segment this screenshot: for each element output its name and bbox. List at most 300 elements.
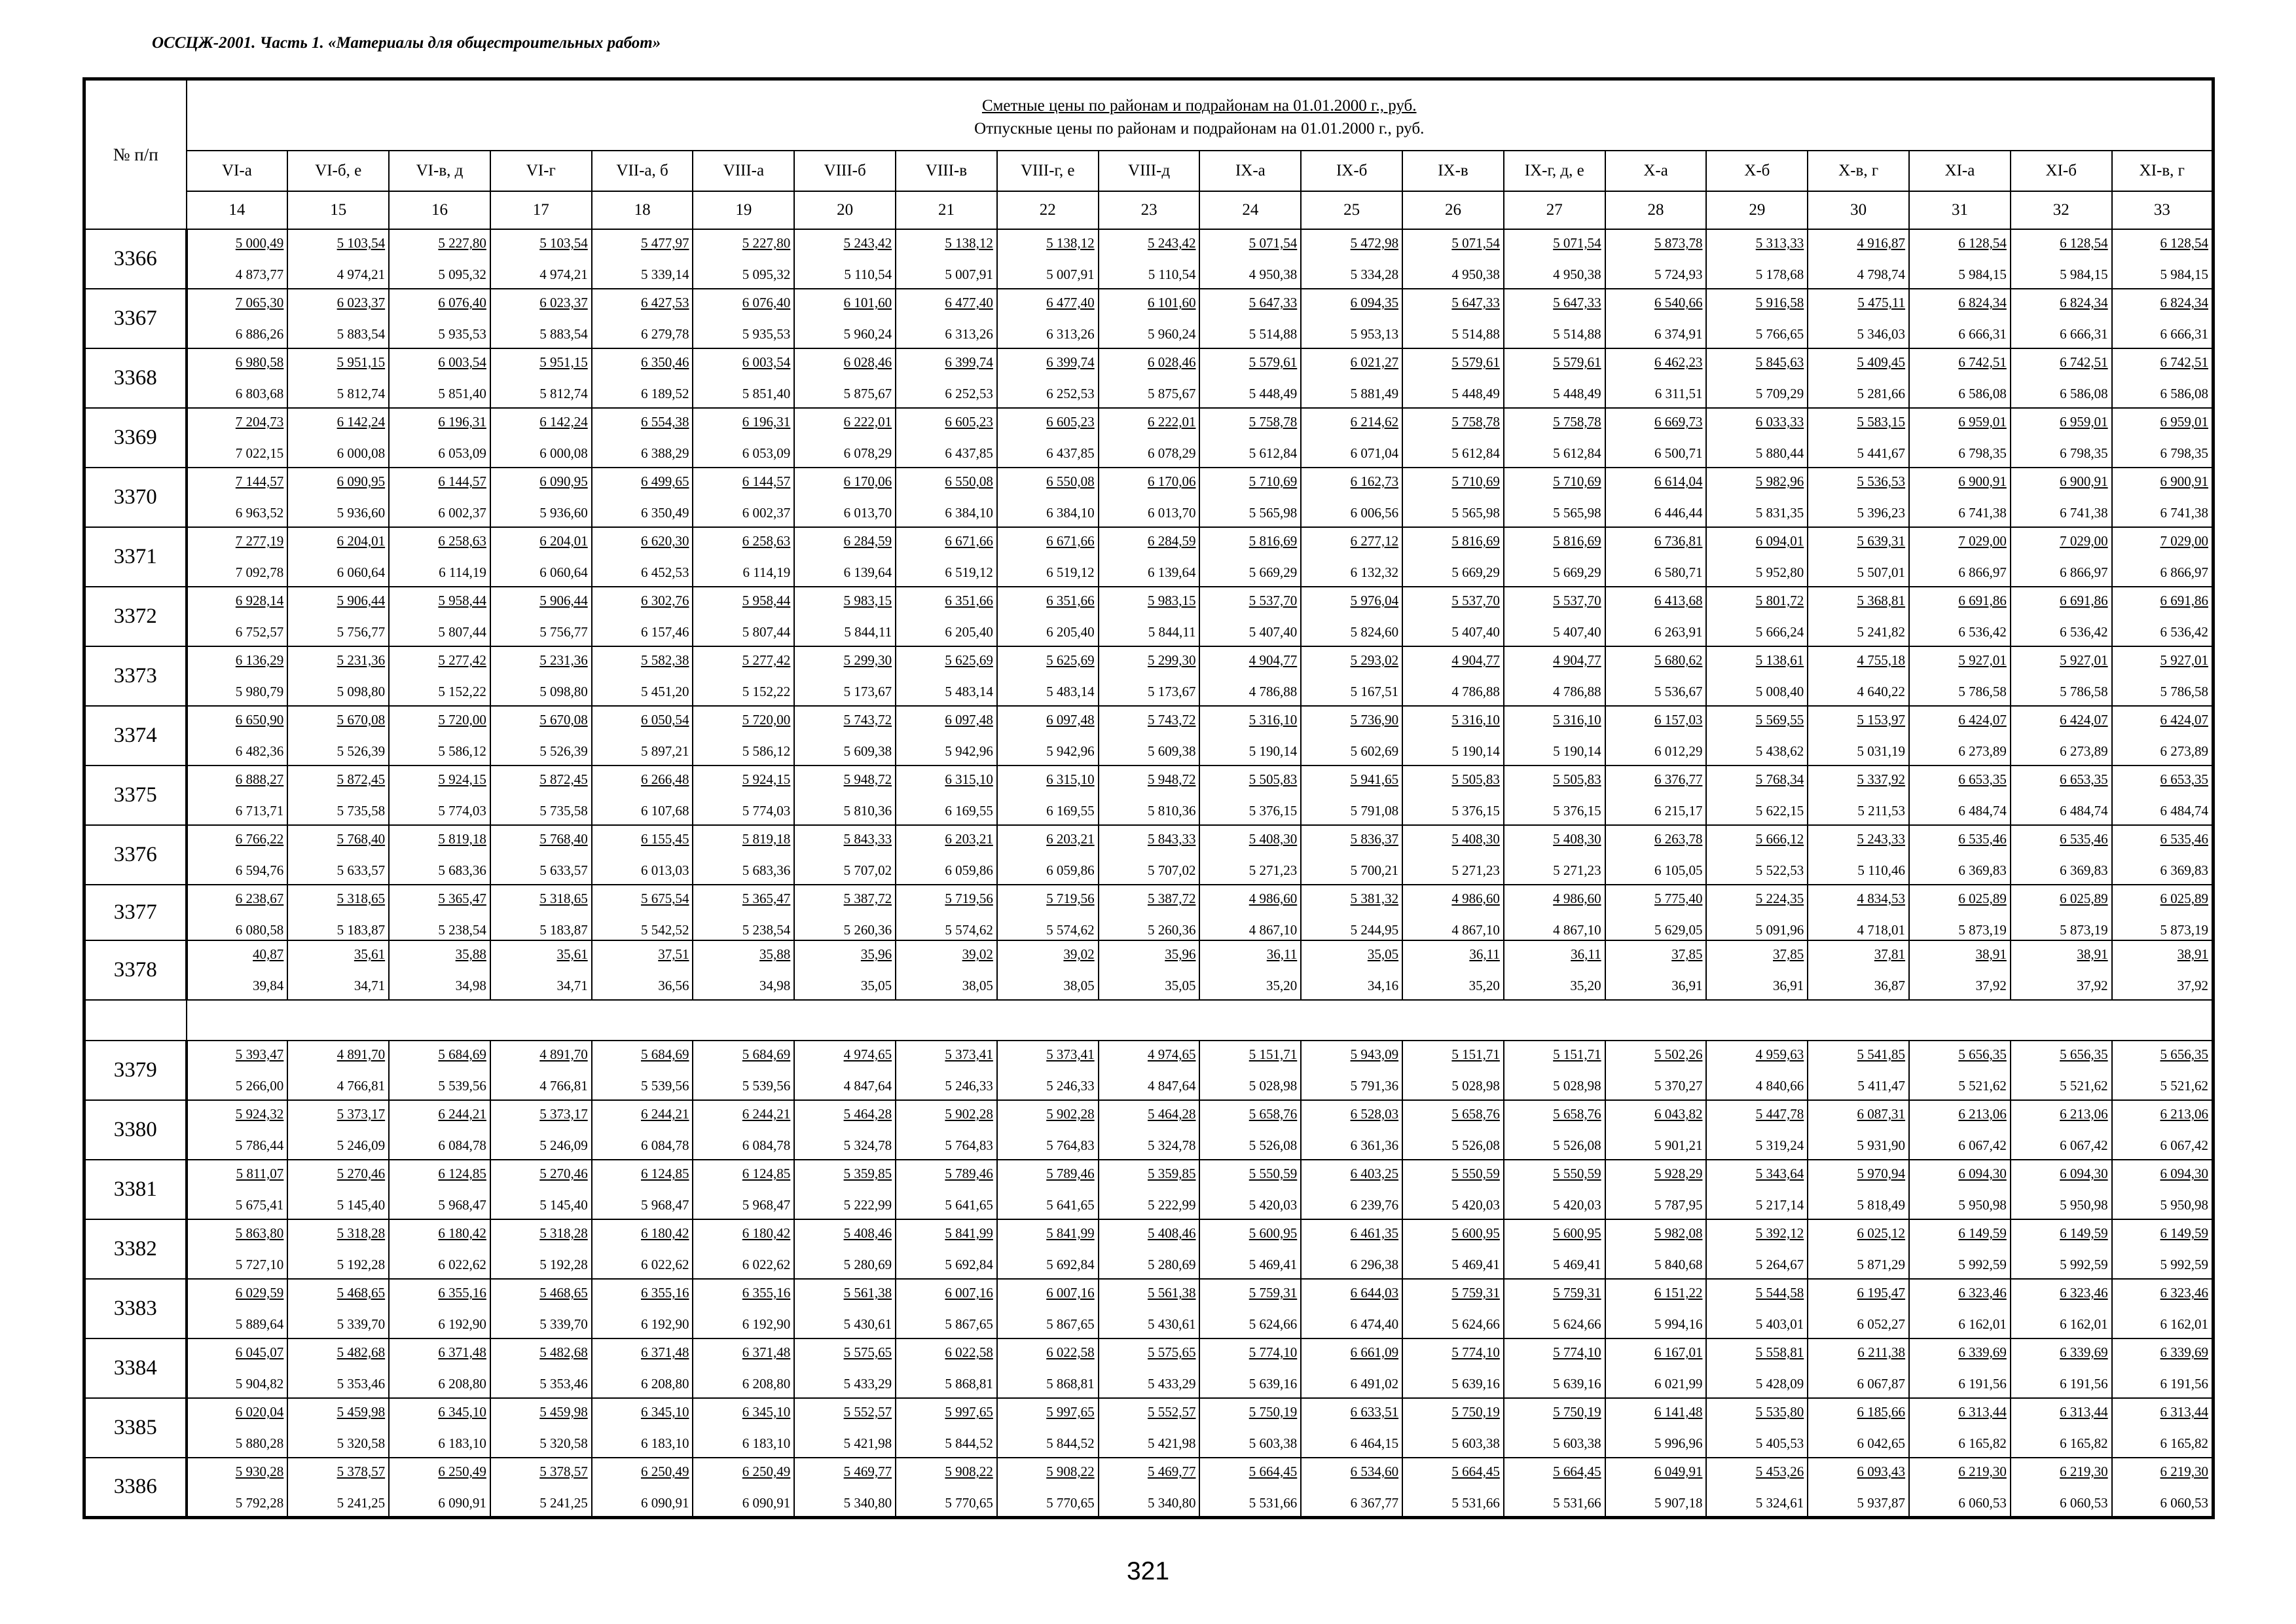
release-price: 6 215,17 (1654, 803, 1703, 819)
table-row (84, 1458, 2214, 1517)
price-cell (1504, 1160, 1605, 1219)
estimated-price: 6 162,73 (1350, 473, 1399, 489)
release-price: 5 280,69 (1147, 1257, 1196, 1272)
price-cell (2011, 468, 2112, 527)
release-price: 6 252,53 (945, 386, 993, 401)
price-cell (693, 940, 794, 1000)
price-cell (287, 646, 389, 706)
price-cell (389, 706, 490, 766)
release-price: 5 897,21 (640, 743, 689, 759)
price-cell (1808, 1100, 1909, 1160)
release-price: 6 752,57 (235, 624, 284, 640)
table-row (84, 1279, 2214, 1338)
price-cell (1504, 229, 1605, 289)
estimated-price: 5 318,65 (337, 891, 386, 906)
estimated-price: 6 007,16 (945, 1285, 993, 1301)
release-price: 6 866,97 (1958, 564, 2007, 580)
column-number: 22 (997, 191, 1099, 229)
estimated-price: 5 505,83 (1451, 771, 1500, 787)
price-cell (2011, 1160, 2112, 1219)
release-price: 6 279,78 (640, 326, 689, 342)
price-cell (490, 289, 592, 348)
release-price: 5 281,66 (1857, 386, 1906, 401)
price-cell (2112, 1458, 2214, 1517)
price-cell (1402, 1041, 1504, 1100)
price-cell (592, 1100, 693, 1160)
price-cell (389, 229, 490, 289)
estimated-price: 6 766,22 (235, 831, 284, 847)
estimated-price: 6 003,54 (438, 354, 486, 370)
estimated-price: 5 600,95 (1451, 1225, 1500, 1241)
release-price: 6 484,74 (1958, 803, 2007, 819)
release-price: 5 441,67 (1857, 445, 1906, 461)
release-price: 6 666,31 (1958, 326, 2007, 342)
release-price: 5 238,54 (438, 922, 486, 938)
release-price: 5 396,23 (1857, 505, 1906, 521)
estimated-price: 5 902,28 (945, 1106, 993, 1122)
release-price: 6 594,76 (235, 862, 284, 878)
price-cell (187, 885, 288, 940)
estimated-price: 6 691,86 (1958, 593, 2007, 608)
estimated-price: 6 427,53 (640, 295, 689, 310)
estimated-price: 5 409,45 (1857, 354, 1906, 370)
estimated-price: 6 671,66 (1046, 533, 1095, 549)
release-price: 5 526,08 (1553, 1137, 1601, 1153)
price-cell (794, 348, 896, 408)
release-price: 5 791,36 (1350, 1078, 1399, 1094)
release-price: 4 867,10 (1451, 922, 1500, 938)
price-cell (1099, 1398, 1200, 1458)
release-price: 6 060,53 (1958, 1495, 2007, 1511)
release-price: 5 831,35 (1755, 505, 1804, 521)
release-price: 5 770,65 (945, 1495, 993, 1511)
release-price: 6 169,55 (1046, 803, 1095, 819)
price-cell (592, 408, 693, 468)
price-cell (187, 468, 288, 527)
release-price: 7 022,15 (235, 445, 284, 461)
release-price: 5 844,52 (945, 1435, 993, 1451)
estimated-price: 5 071,54 (1248, 235, 1298, 251)
estimated-price: 6 284,59 (843, 533, 892, 549)
release-price: 5 639,16 (1553, 1376, 1601, 1392)
price-cell (490, 766, 592, 825)
price-cell (1199, 1100, 1301, 1160)
price-cell (1808, 408, 1909, 468)
estimated-price: 5 569,55 (1755, 712, 1804, 728)
estimated-price: 6 671,66 (945, 533, 993, 549)
row-number: 3384 (84, 1338, 187, 1398)
table-row (84, 1398, 2214, 1458)
row-number: 3377 (84, 885, 187, 940)
price-cell (896, 766, 997, 825)
price-cell (1402, 468, 1504, 527)
price-cell (187, 1041, 288, 1100)
release-price: 5 334,28 (1350, 267, 1399, 282)
price-cell (1504, 940, 1605, 1000)
price-cell (1706, 1398, 1808, 1458)
price-cell (1706, 1338, 1808, 1398)
release-price: 5 411,47 (1857, 1078, 1906, 1094)
column-number: 29 (1706, 191, 1808, 229)
section-gap-row (84, 1000, 2214, 1041)
price-cell (1909, 1458, 2011, 1517)
price-cell (2011, 766, 2112, 825)
estimated-price: 5 710,69 (1248, 473, 1298, 489)
price-cell (592, 468, 693, 527)
estimated-price: 6 653,35 (1958, 771, 2007, 787)
price-cell (1706, 646, 1808, 706)
estimated-price: 5 768,34 (1755, 771, 1804, 787)
price-cell (287, 825, 389, 885)
release-price: 5 531,66 (1451, 1495, 1500, 1511)
estimated-price: 6 605,23 (945, 414, 993, 430)
price-cell (389, 1338, 490, 1398)
price-cell (1301, 885, 1402, 940)
release-price: 5 448,49 (1553, 386, 1601, 401)
release-price: 6 192,90 (742, 1316, 791, 1332)
estimated-price: 6 149,59 (1958, 1225, 2007, 1241)
release-price: 5 792,28 (235, 1495, 284, 1511)
price-cell (1706, 587, 1808, 646)
release-price: 4 847,64 (1147, 1078, 1196, 1094)
estimated-price: 6 351,66 (945, 593, 993, 608)
estimated-price: 5 719,56 (945, 891, 993, 906)
estimated-price: 6 180,42 (640, 1225, 689, 1241)
estimated-price: 5 841,99 (945, 1225, 993, 1241)
release-price: 6 361,36 (1350, 1137, 1399, 1153)
release-price: 6 059,86 (945, 862, 993, 878)
release-price: 5 774,03 (438, 803, 486, 819)
release-price: 6 191,56 (2060, 1376, 2108, 1392)
estimated-price: 6 144,57 (438, 473, 486, 489)
price-cell (592, 706, 693, 766)
release-price: 5 586,12 (742, 743, 791, 759)
release-price: 6 273,89 (2160, 743, 2208, 759)
estimated-price: 4 904,77 (1553, 652, 1601, 668)
price-cell (1909, 289, 2011, 348)
price-cell (1199, 706, 1301, 766)
release-price: 5 791,08 (1350, 803, 1399, 819)
table-row (84, 940, 2214, 1000)
estimated-price: 6 136,29 (235, 652, 284, 668)
price-cell (187, 289, 288, 348)
table-row (84, 527, 2214, 587)
release-price: 39,84 (253, 978, 284, 993)
release-price: 5 190,14 (1451, 743, 1500, 759)
price-cell (187, 408, 288, 468)
price-cell (1402, 408, 1504, 468)
release-price: 6 208,80 (640, 1376, 689, 1392)
release-price: 4 786,88 (1248, 684, 1298, 699)
estimated-price: 4 904,77 (1248, 652, 1298, 668)
release-price: 6 090,91 (742, 1495, 791, 1511)
price-cell (1605, 885, 1707, 940)
release-price: 6 666,31 (2160, 326, 2208, 342)
estimated-price: 5 948,72 (1147, 771, 1196, 787)
price-cell (1402, 1160, 1504, 1219)
estimated-price: 5 277,42 (742, 652, 791, 668)
release-price: 5 774,03 (742, 803, 791, 819)
price-cell (1909, 1338, 2011, 1398)
estimated-price: 6 345,10 (640, 1404, 689, 1420)
estimated-price: 5 552,57 (1147, 1404, 1196, 1420)
release-price: 5 271,23 (1451, 862, 1500, 878)
district-header: XI-в, г (2112, 151, 2214, 191)
release-price: 36,91 (1773, 978, 1804, 993)
release-price: 6 053,09 (438, 445, 486, 461)
release-price: 6 741,38 (1958, 505, 2007, 521)
estimated-price: 5 774,10 (1248, 1344, 1298, 1360)
price-cell (1706, 706, 1808, 766)
estimated-price: 5 664,45 (1248, 1464, 1298, 1479)
price-cell (1605, 1458, 1707, 1517)
estimated-price: 5 789,46 (945, 1166, 993, 1181)
release-price: 5 451,20 (640, 684, 689, 699)
release-price: 35,20 (1468, 978, 1500, 993)
release-price: 6 798,35 (2160, 445, 2208, 461)
release-price: 5 521,62 (1958, 1078, 2007, 1094)
estimated-price: 6 653,35 (2160, 771, 2208, 787)
estimated-price: 5 774,10 (1451, 1344, 1500, 1360)
estimated-price: 6 313,44 (1958, 1404, 2007, 1420)
release-price: 5 844,52 (1046, 1435, 1095, 1451)
estimated-price: 4 974,65 (843, 1046, 892, 1062)
estimated-price: 5 103,54 (539, 235, 588, 251)
price-cell (490, 1160, 592, 1219)
estimated-price: 6 050,54 (640, 712, 689, 728)
price-cell (490, 1041, 592, 1100)
price-cell (389, 940, 490, 1000)
price-cell (187, 1100, 288, 1160)
price-cell (2112, 825, 2214, 885)
price-cell (389, 885, 490, 940)
column-number: 32 (2011, 191, 2112, 229)
price-cell (794, 1398, 896, 1458)
price-cell (794, 1458, 896, 1517)
estimated-price: 5 843,33 (1147, 831, 1196, 847)
price-cell (794, 527, 896, 587)
estimated-price: 6 477,40 (1046, 295, 1095, 310)
price-cell (1909, 408, 2011, 468)
estimated-price: 5 658,76 (1451, 1106, 1500, 1122)
release-price: 6 192,90 (438, 1316, 486, 1332)
price-cell (693, 1041, 794, 1100)
release-price: 5 420,03 (1248, 1197, 1298, 1213)
estimated-price: 5 639,31 (1857, 533, 1906, 549)
estimated-price: 5 000,49 (235, 235, 284, 251)
estimated-price: 5 453,26 (1755, 1464, 1804, 1479)
estimated-price: 5 359,85 (1147, 1166, 1196, 1181)
release-price: 5 324,78 (1147, 1137, 1196, 1153)
estimated-price: 6 742,51 (2160, 354, 2208, 370)
estimated-price: 5 759,31 (1451, 1285, 1500, 1301)
estimated-price: 5 658,76 (1553, 1106, 1601, 1122)
estimated-price: 6 477,40 (945, 295, 993, 310)
price-cell (2112, 1160, 2214, 1219)
estimated-price: 35,96 (860, 946, 892, 962)
estimated-price: 5 997,65 (1046, 1404, 1095, 1420)
estimated-price: 5 908,22 (1046, 1464, 1095, 1479)
price-cell (187, 825, 288, 885)
estimated-price: 5 541,85 (1857, 1046, 1906, 1062)
estimated-price: 5 750,19 (1553, 1404, 1601, 1420)
estimated-price: 6 258,63 (742, 533, 791, 549)
release-price: 5 469,41 (1451, 1257, 1500, 1272)
release-price: 5 603,38 (1553, 1435, 1601, 1451)
estimated-price: 6 313,44 (2060, 1404, 2108, 1420)
price-cell (2011, 1041, 2112, 1100)
price-cell (997, 1100, 1099, 1160)
price-cell (1909, 646, 2011, 706)
release-price: 6 474,40 (1350, 1316, 1399, 1332)
estimated-price: 6 461,35 (1350, 1225, 1399, 1241)
estimated-price: 5 801,72 (1755, 593, 1804, 608)
release-price: 6 500,71 (1654, 445, 1703, 461)
price-cell (1808, 1458, 1909, 1517)
release-price: 5 152,22 (742, 684, 791, 699)
release-price: 6 252,53 (1046, 386, 1095, 401)
running-title: ОССЦЖ-2001. Часть 1. «Материалы для общестроительных работ» (152, 34, 661, 52)
estimated-price: 5 684,69 (438, 1046, 486, 1062)
release-price: 5 622,15 (1755, 803, 1804, 819)
release-price: 5 433,29 (843, 1376, 892, 1392)
estimated-price: 4 986,60 (1553, 891, 1601, 906)
row-number: 3378 (84, 940, 187, 1000)
row-number: 3372 (84, 587, 187, 646)
release-price: 5 280,69 (843, 1257, 892, 1272)
district-header: VIII-б (794, 151, 896, 191)
release-price: 4 950,38 (1248, 267, 1298, 282)
price-cell (1808, 646, 1909, 706)
estimated-price: 5 774,10 (1553, 1344, 1601, 1360)
price-cell (389, 348, 490, 408)
price-cell (1099, 587, 1200, 646)
price-cell (592, 766, 693, 825)
release-price: 5 629,05 (1654, 922, 1703, 938)
estimated-price: 5 151,71 (1451, 1046, 1500, 1062)
release-price: 5 936,60 (539, 505, 588, 521)
release-price: 4 640,22 (1857, 684, 1906, 699)
release-price: 5 984,15 (2060, 267, 2108, 282)
estimated-price: 7 065,30 (235, 295, 284, 310)
price-cell (1402, 940, 1504, 1000)
price-cell (997, 1458, 1099, 1517)
release-price: 6 006,56 (1350, 505, 1399, 521)
release-price: 5 145,40 (539, 1197, 588, 1213)
release-price: 5 727,10 (235, 1257, 284, 1272)
release-price: 6 369,83 (2160, 862, 2208, 878)
estimated-price: 4 986,60 (1248, 891, 1298, 906)
estimated-price: 5 472,98 (1350, 235, 1399, 251)
price-cell (1504, 468, 1605, 527)
price-cell (1808, 1279, 1909, 1338)
release-price: 4 840,66 (1755, 1078, 1804, 1094)
estimated-price: 5 872,45 (337, 771, 386, 787)
row-number: 3369 (84, 408, 187, 468)
price-cell (2112, 527, 2214, 587)
estimated-price: 5 408,30 (1248, 831, 1298, 847)
price-cell (592, 1219, 693, 1279)
table-body-group-1 (84, 229, 2214, 1000)
release-price: 5 810,36 (843, 803, 892, 819)
price-cell (1909, 348, 2011, 408)
release-price: 6 067,42 (2160, 1137, 2208, 1153)
release-price: 5 145,40 (337, 1197, 386, 1213)
estimated-price: 5 316,10 (1451, 712, 1500, 728)
release-price: 38,05 (962, 978, 993, 993)
estimated-price: 6 196,31 (742, 414, 791, 430)
estimated-price: 6 633,51 (1350, 1404, 1399, 1420)
price-cell (794, 940, 896, 1000)
release-price: 5 246,33 (1046, 1078, 1095, 1094)
release-price: 5 633,57 (337, 862, 386, 878)
price-cell (2112, 408, 2214, 468)
price-cell (997, 408, 1099, 468)
release-price: 5 483,14 (1046, 684, 1095, 699)
price-cell (896, 229, 997, 289)
estimated-price: 5 373,41 (1046, 1046, 1095, 1062)
estimated-price: 5 816,69 (1248, 533, 1298, 549)
price-cell (592, 1279, 693, 1338)
release-price: 5 764,83 (945, 1137, 993, 1153)
estimated-price: 36,11 (1266, 946, 1298, 962)
release-price: 5 217,14 (1755, 1197, 1804, 1213)
estimated-price: 5 670,08 (337, 712, 386, 728)
release-price: 5 873,19 (2160, 922, 2208, 938)
row-number: 3366 (84, 229, 187, 289)
price-cell (997, 706, 1099, 766)
release-price: 5 787,95 (1654, 1197, 1703, 1213)
release-price: 6 022,62 (640, 1257, 689, 1272)
estimated-price: 6 007,16 (1046, 1285, 1095, 1301)
estimated-price: 5 469,77 (1147, 1464, 1196, 1479)
district-header: VIII-д (1099, 151, 1200, 191)
price-cell (389, 1458, 490, 1517)
release-price: 6 484,74 (2060, 803, 2108, 819)
estimated-price: 5 600,95 (1248, 1225, 1298, 1241)
estimated-price: 5 710,69 (1451, 473, 1500, 489)
price-cell (1099, 825, 1200, 885)
estimated-price: 6 554,38 (640, 414, 689, 430)
estimated-price: 6 167,01 (1654, 1344, 1703, 1360)
column-number: 28 (1605, 191, 1707, 229)
price-cell (1605, 348, 1707, 408)
release-price: 5 539,56 (742, 1078, 791, 1094)
release-price: 5 260,36 (1147, 922, 1196, 938)
estimated-price: 6 650,90 (235, 712, 284, 728)
price-cell (1706, 408, 1808, 468)
estimated-price: 5 243,42 (843, 235, 892, 251)
estimated-price: 4 891,70 (337, 1046, 386, 1062)
price-cell (693, 1398, 794, 1458)
release-price: 5 950,98 (2160, 1197, 2208, 1213)
price-cell (1605, 1219, 1707, 1279)
price-cell (1909, 1219, 2011, 1279)
price-cell (1099, 706, 1200, 766)
estimated-price: 6 219,30 (2060, 1464, 2108, 1479)
release-price: 4 786,88 (1553, 684, 1601, 699)
release-price: 5 183,87 (337, 922, 386, 938)
row-number: 3385 (84, 1398, 187, 1458)
estimated-price: 5 393,47 (235, 1046, 284, 1062)
release-price: 5 968,47 (640, 1197, 689, 1213)
estimated-price: 6 900,91 (1958, 473, 2007, 489)
price-cell (187, 1219, 288, 1279)
estimated-price: 6 620,30 (640, 533, 689, 549)
price-cell (2011, 229, 2112, 289)
estimated-price: 5 575,65 (1147, 1344, 1196, 1360)
estimated-price: 6 900,91 (2060, 473, 2108, 489)
